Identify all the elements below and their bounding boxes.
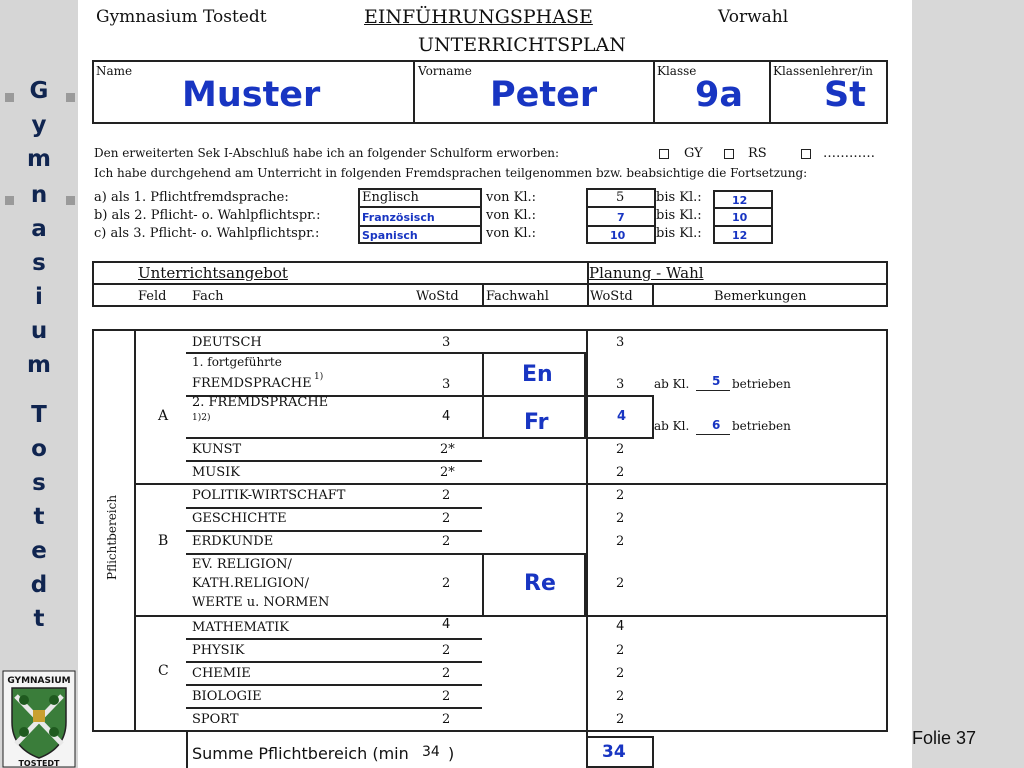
angebot-header: Unterrichtsangebot <box>138 264 288 282</box>
sidebar-letter: u <box>30 318 48 344</box>
subject-wostd: 3 <box>442 377 451 392</box>
divider <box>696 390 730 391</box>
betrieben-label: betrieben <box>732 419 791 433</box>
sidebar-letter: n <box>30 182 48 208</box>
divider <box>482 283 484 307</box>
subject-plan: 2 <box>616 689 625 704</box>
subject-plan: 2 <box>616 712 625 727</box>
subject-name: PHYSIK <box>192 643 245 658</box>
sidebar-letter: s <box>32 470 46 496</box>
field-c: C <box>158 663 169 679</box>
ab-label: ab Kl. <box>654 419 690 433</box>
phase-title: EINFÜHRUNGSPHASE <box>364 6 593 28</box>
subject-wostd: 2* <box>440 465 455 480</box>
planung-header: Planung - Wahl <box>589 264 704 282</box>
bis-label: bis Kl.: <box>656 190 702 205</box>
divider <box>358 206 482 208</box>
bis-value[interactable]: 12 <box>732 194 748 207</box>
subject-plan: 3 <box>616 335 625 350</box>
divider <box>413 60 415 124</box>
subject-name-line3: WERTE u. NORMEN <box>192 595 330 610</box>
sidebar-letter: t <box>33 606 45 632</box>
subject-name: CHEMIE <box>192 666 251 681</box>
subject-wostd: 2 <box>442 534 451 549</box>
divider <box>186 707 482 709</box>
klassenlehrer-value[interactable]: St <box>824 75 866 115</box>
subject-plan: 2 <box>616 465 625 480</box>
subject-plan: 3 <box>616 377 625 392</box>
right-margin <box>912 0 1024 768</box>
lang-englisch[interactable]: Englisch <box>362 190 419 205</box>
von-label: von Kl.: <box>486 226 537 241</box>
sidebar-letter: d <box>30 572 48 598</box>
name-value[interactable]: Muster <box>182 75 321 115</box>
option-gy: GY <box>684 146 703 161</box>
subject-name-line1: 1. fortgeführte <box>192 355 282 369</box>
sidebar-letter: a <box>31 216 47 242</box>
lang-row-label: a) als 1. Pflichtfremdsprache: <box>94 190 289 205</box>
divider <box>358 225 482 227</box>
bullet-square <box>5 93 14 102</box>
checkbox-gy[interactable] <box>659 149 669 159</box>
fachwahl-fr[interactable]: Fr <box>524 410 549 435</box>
divider <box>653 60 655 124</box>
subject-wostd: 2 <box>442 712 451 727</box>
divider <box>186 732 188 768</box>
lang-spanisch[interactable]: Spanisch <box>362 229 418 242</box>
languages-intro: Ich habe durchgehend am Unterricht in folgenden Fremdsprachen teilgenommen bzw. beabsichtige die Fortsetzung: <box>94 166 808 180</box>
klasse-value[interactable]: 9a <box>695 75 743 115</box>
field-a: A <box>158 408 169 424</box>
subject-plan: 4 <box>616 619 625 634</box>
divider <box>186 352 482 354</box>
summe-min: 34 <box>422 744 440 760</box>
bis-value[interactable]: 12 <box>732 229 748 242</box>
lang-row-label: b) als 2. Pflicht- o. Wahlpflichtspr.: <box>94 208 321 223</box>
subject-name-line2: KATH.RELIGION/ <box>192 576 309 591</box>
vorname-value[interactable]: Peter <box>490 75 598 115</box>
subject-plan: 2 <box>616 511 625 526</box>
subject-name: DEUTSCH <box>192 335 262 350</box>
summe-label: Summe Pflichtbereich (min <box>192 744 409 763</box>
pflichtbereich-label: Pflichtbereich <box>105 494 119 580</box>
subject-name-line2: FREMDSPRACHE <box>192 376 312 391</box>
subject-plan: 2 <box>616 488 625 503</box>
subject-plan: 2 <box>616 576 625 591</box>
vorwahl-label: Vorwahl <box>718 7 789 27</box>
bullet-square <box>66 93 75 102</box>
klasse-label: Klasse <box>657 64 697 78</box>
von-value[interactable]: 10 <box>610 229 626 242</box>
summe-value[interactable]: 34 <box>602 742 626 762</box>
sidebar-letter: G <box>29 78 49 104</box>
left-sidebar <box>0 0 78 768</box>
sidebar-letter: i <box>35 284 43 310</box>
checkbox-rs[interactable] <box>724 149 734 159</box>
sidebar-letter: e <box>31 538 47 564</box>
subject-wostd: 2 <box>442 488 451 503</box>
wostd2-header: WoStd <box>590 289 633 304</box>
divider <box>134 483 888 485</box>
lang-franzoesisch[interactable]: Französisch <box>362 211 435 224</box>
wostd-header: WoStd <box>416 289 459 304</box>
betrieben-label: betrieben <box>732 377 791 391</box>
sidebar-letter: o <box>31 436 47 462</box>
subject-footnote: 1) <box>314 372 324 382</box>
bis-label: bis Kl.: <box>656 208 702 223</box>
sidebar-letter: T <box>31 402 47 428</box>
divider <box>186 553 482 555</box>
fach-header: Fach <box>192 289 224 304</box>
subject-wostd: 4 <box>442 409 451 424</box>
subject-name: BIOLOGIE <box>192 689 262 704</box>
von-value[interactable]: 7 <box>617 211 625 224</box>
school-crest-logo <box>2 670 76 768</box>
fachwahl-en[interactable]: En <box>522 362 553 387</box>
name-label: Name <box>96 64 133 78</box>
option-rs: RS <box>748 146 767 161</box>
subject-wostd: 2 <box>442 689 451 704</box>
subject-plan: 2 <box>616 442 625 457</box>
plan-title: UNTERRICHTSPLAN <box>418 34 626 56</box>
subject-wostd: 2 <box>442 643 451 658</box>
ab-value[interactable]: 6 <box>712 418 721 432</box>
divider <box>652 283 654 307</box>
abschluss-text: Den erweiterten Sek I-Abschluß habe ich an folgender Schulform erworben: <box>94 146 560 160</box>
klassenlehrer-label: Klassenlehrer/in <box>773 64 873 78</box>
ab-label: ab Kl. <box>654 377 690 391</box>
divider <box>186 661 482 663</box>
sidebar-letter: t <box>33 504 45 530</box>
divider <box>186 507 482 509</box>
divider <box>586 206 656 208</box>
divider <box>713 207 773 209</box>
bullet-square <box>66 196 75 205</box>
subject-plan[interactable]: 4 <box>617 409 627 424</box>
von-value[interactable]: 5 <box>616 190 625 205</box>
subject-wostd: 2 <box>442 666 451 681</box>
divider <box>713 225 773 227</box>
field-b: B <box>158 533 169 549</box>
subject-name: KUNST <box>192 442 242 457</box>
divider <box>186 684 482 686</box>
subject-name: MUSIK <box>192 465 241 480</box>
option-other: ………… <box>823 146 875 161</box>
divider <box>586 225 656 227</box>
subject-plan: 2 <box>616 666 625 681</box>
divider <box>696 434 730 435</box>
bis-value[interactable]: 10 <box>732 211 748 224</box>
subject-wostd: 2* <box>440 442 455 457</box>
sidebar-letter: s <box>32 250 46 276</box>
bullet-square <box>5 196 14 205</box>
subject-name: SPORT <box>192 712 239 727</box>
von-label: von Kl.: <box>486 208 537 223</box>
bemerkungen-header: Bemerkungen <box>714 289 807 304</box>
school-name: Gymnasium Tostedt <box>96 7 267 27</box>
slide-number: Folie 37 <box>912 728 977 748</box>
document-page <box>78 0 912 768</box>
sidebar-letter: m <box>27 146 51 172</box>
subject-name: GESCHICHTE <box>192 511 287 526</box>
lang-row-label: c) als 3. Pflicht- o. Wahlpflichtspr.: <box>94 226 320 241</box>
fachwahl-header: Fachwahl <box>486 289 549 304</box>
summe-close: ) <box>448 744 455 763</box>
divider <box>586 329 588 732</box>
divider <box>186 530 482 532</box>
bis-label: bis Kl.: <box>656 226 702 241</box>
subject-plan: 2 <box>616 643 625 658</box>
subject-wostd: 4 <box>442 617 451 632</box>
divider <box>186 460 482 462</box>
sidebar-letter: y <box>31 112 47 138</box>
checkbox-other[interactable] <box>801 149 811 159</box>
subject-name: POLITIK-WIRTSCHAFT <box>192 488 346 503</box>
vorname-label: Vorname <box>418 64 472 78</box>
subject-wostd: 2 <box>442 576 451 591</box>
von-label: von Kl.: <box>486 190 537 205</box>
feld-header: Feld <box>138 289 167 304</box>
divider <box>769 60 771 124</box>
subject-name-line1: 2. FREMDSPRACHE <box>192 395 329 410</box>
subject-plan: 2 <box>616 534 625 549</box>
subject-name: MATHEMATIK <box>192 620 289 635</box>
subject-wostd: 2 <box>442 511 451 526</box>
subject-wostd: 3 <box>442 335 451 350</box>
subject-name: ERDKUNDE <box>192 534 274 549</box>
divider <box>134 329 136 732</box>
divider <box>92 283 888 285</box>
subject-footnote: 1)2) <box>192 413 211 423</box>
ab-value[interactable]: 5 <box>712 374 721 388</box>
divider <box>186 638 482 640</box>
subject-name-line1: EV. RELIGION/ <box>192 557 292 572</box>
svg-text:TOSTEDT: TOSTEDT <box>18 759 60 768</box>
sidebar-letter: m <box>27 352 51 378</box>
svg-text:GYMNASIUM: GYMNASIUM <box>7 676 71 686</box>
fachwahl-re[interactable]: Re <box>524 571 556 596</box>
